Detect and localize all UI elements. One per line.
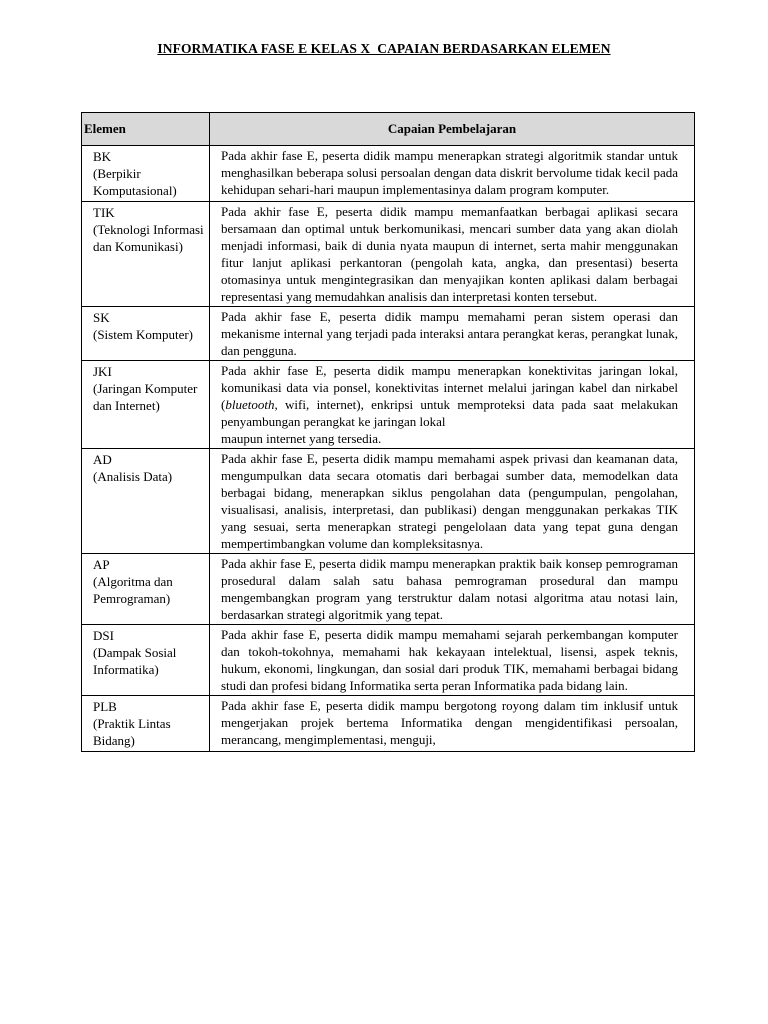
element-code: AP (93, 557, 110, 572)
table-row (82, 554, 695, 625)
achievement-text: Pada akhir fase E, peserta didik mampu memahami peran sistem operasi dan mekanisme internal yang terjadi pada interaksi antara perangkat keras, perangkat lunak, dan pengguna. (221, 309, 678, 358)
table-row (82, 696, 695, 752)
element-cell (82, 202, 210, 307)
achievement-text-part: , wifi, internet), enkripsi untuk memproteksi data pada saat melakukan penyambungan perangkat ke jaringan lokal (221, 397, 678, 429)
achievement-text: Pada akhir fase E, peserta didik mampu menerapkan strategi algoritmik standar untuk menghasilkan beberapa solusi persoalan dengan data diskrit bervolume tidak kecil pada kehidupan sehari-hari maupun implementasinya dalam program komputer. (221, 148, 678, 197)
header-achievement: Capaian Pembelajaran (210, 113, 695, 146)
element-code: JKI (93, 364, 112, 379)
achievement-text-part: Pada akhir fase E, peserta didik mampu menerapkan konektivitas jaringan lokal, komunikasi data via ponsel, konektivitas internet melalui jaringan kabel dan nirkabel ( (221, 363, 678, 412)
achievement-table (81, 112, 695, 752)
element-cell (82, 696, 210, 752)
header-element: Elemen (82, 113, 210, 146)
achievement-cell (210, 449, 695, 554)
achievement-text-continued: maupun internet yang tersedia. (221, 431, 382, 446)
element-cell (82, 449, 210, 554)
element-name: (Dampak Sosial Informatika) (93, 645, 177, 677)
achievement-text (221, 362, 678, 430)
element-code: DSI (93, 628, 114, 643)
element-name: (Praktik Lintas Bidang) (93, 716, 171, 748)
achievement-cell (210, 625, 695, 696)
page-title: INFORMATIKA FASE E KELAS X CAPAIAN BERDASARKAN ELEMEN (157, 41, 611, 56)
achievement-text-italic: bluetooth (225, 397, 275, 412)
achievement-cell (210, 307, 695, 361)
element-name: (Jaringan Komputer dan Internet) (93, 381, 198, 413)
table-row (82, 202, 695, 307)
achievement-cell (210, 202, 695, 307)
element-cell (82, 625, 210, 696)
achievement-cell (210, 554, 695, 625)
element-name: (Berpikir Komputasional) (93, 166, 177, 198)
achievement-cell (210, 696, 695, 752)
table-row (82, 449, 695, 554)
element-name: (Analisis Data) (93, 469, 173, 484)
table-header-row (82, 113, 695, 146)
table-row (82, 361, 695, 449)
achievement-text: Pada akhir fase E, peserta didik mampu menerapkan praktik baik konsep pemrograman prosedural dalam salah satu bahasa pemrograman prosedural dan mampu mengembangkan program yang terstruktur dalam notasi algoritma atau notasi lain, berdasarkan strategi algoritmik yang tepat. (221, 556, 678, 622)
table-row (82, 307, 695, 361)
element-code: AD (93, 452, 112, 467)
element-name: (Teknologi Informasi dan Komunikasi) (93, 222, 204, 254)
table-row (82, 625, 695, 696)
achievement-text: Pada akhir fase E, peserta didik mampu memanfaatkan berbagai aplikasi secara bersamaan dan optimal untuk berkomunikasi, mencari sumber data yang akan diolah menjadi informasi, baik di dunia nyata maupun di internet, serta mahir menggunakan fitur lanjut aplikasi perkantoran (pengolah kata, angka, dan presentasi) beserta otomasinya untuk mengintegrasikan dan menyajikan konten aplikasi dalam berbagai representasi yang memudahkan analisis dan interpretasi konten tersebut. (221, 204, 678, 304)
achievement-text: Pada akhir fase E, peserta didik mampu memahami sejarah perkembangan komputer dan tokoh-tokohnya, memahami hak kekayaan intelektual, lisensi, aspek teknis, hukum, ekonomi, lingkungan, dan sosial dari produk TIK, memahami berbagai bidang studi dan profesi bidang Informatika serta peran Informatika pada bidang lain. (221, 627, 678, 693)
element-cell (82, 307, 210, 361)
element-cell (82, 554, 210, 625)
achievement-cell (210, 361, 695, 449)
element-code: TIK (93, 205, 115, 220)
element-code: PLB (93, 699, 117, 714)
achievement-text: Pada akhir fase E, peserta didik mampu bergotong royong dalam tim inklusif untuk mengerjakan projek bertema Informatika dengan mengidentifikasi persoalan, merancang, mengimplementasi, menguji, (221, 698, 678, 747)
table-row (82, 146, 695, 202)
element-code: SK (93, 310, 110, 325)
achievement-cell (210, 146, 695, 202)
element-name: (Sistem Komputer) (93, 327, 194, 342)
element-cell (82, 146, 210, 202)
achievement-text: Pada akhir fase E, peserta didik mampu memahami aspek privasi dan keamanan data, mengumpulkan data secara otomatis dari berbagai sumber data, memodelkan data berbagai bidang, menerapkan siklus pengolahan data (pengumpulan, pengolahan, visualisasi, analisis, interpretasi, dan publikasi) dengan menggunakan perkakas TIK yang sesuai, serta menerapkan strategi pengelolaan data yang tepat guna dengan mempertimbangkan volume dan kompleksitasnya. (221, 451, 678, 551)
element-code: BK (93, 149, 112, 164)
element-name: (Algoritma dan Pemrograman) (93, 574, 173, 606)
element-cell (82, 361, 210, 449)
